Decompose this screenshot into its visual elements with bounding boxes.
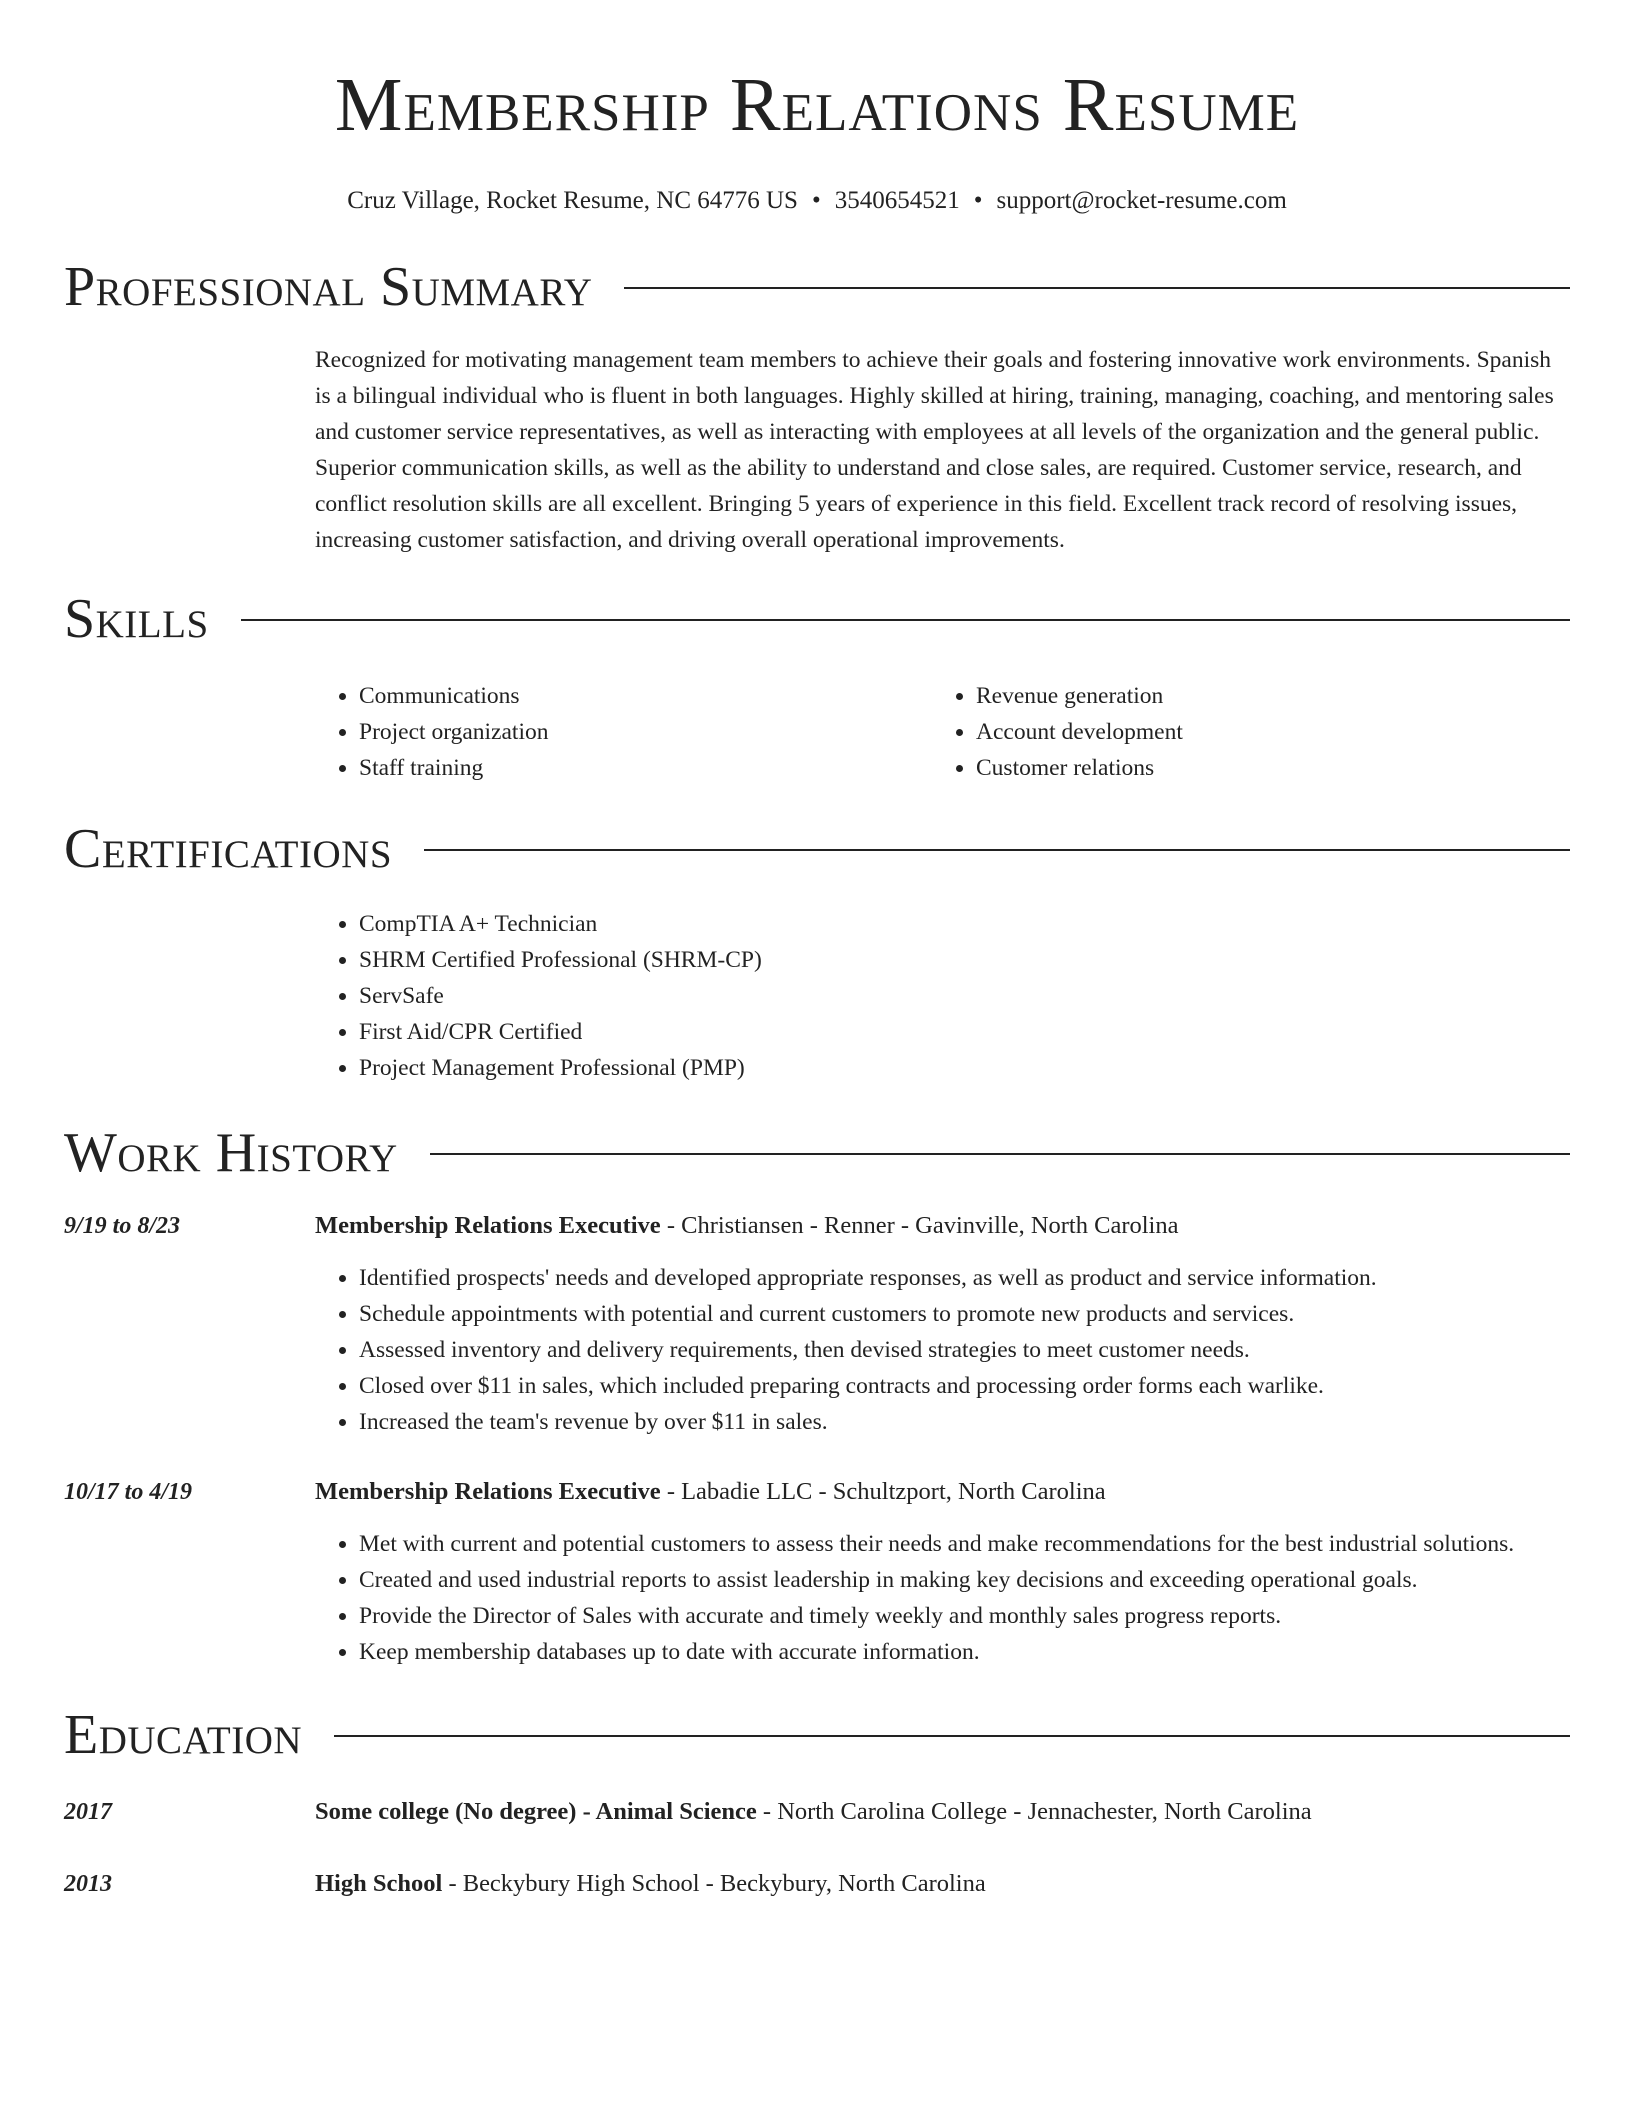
education-heading-line <box>315 1794 1570 1830</box>
work-heading: Work History <box>64 1122 398 1184</box>
job-bullet: • Created and used industrial reports to assist leadership in making key decisions and exceeding operational goals. <box>359 1562 1570 1598</box>
education-section-header <box>64 1700 1570 1770</box>
job-bullet: • Closed over $11 in sales, which included preparing contracts and processing order forms each warlike. <box>359 1368 1570 1404</box>
skills-column-right <box>932 678 1549 786</box>
job-heading <box>315 1208 1570 1244</box>
work-section-header <box>64 1118 1570 1188</box>
education-year: 2013 <box>64 1871 112 1897</box>
job-title: Membership Relations Executive <box>315 1212 661 1239</box>
certification-item: • First Aid/CPR Certified <box>359 1014 1570 1050</box>
section-divider <box>424 849 1570 851</box>
job-bullet: • Increased the team's revenue by over $11 in sales. <box>359 1404 1570 1440</box>
skill-item: • Revenue generation <box>976 678 1549 714</box>
job-dates: 10/17 to 4/19 <box>64 1479 193 1505</box>
contact-separator: • <box>973 187 983 214</box>
skill-item: • Communications <box>359 678 932 714</box>
job-bullet: • Assessed inventory and delivery requirements, then devised strategies to meet customer needs. <box>359 1332 1570 1368</box>
certification-item: • SHRM Certified Professional (SHRM-CP) <box>359 942 1570 978</box>
skills-list <box>315 678 1570 786</box>
education-heading: Education <box>64 1704 303 1766</box>
job-entry <box>64 1208 1570 1440</box>
education-school: - Beckybury High School - Beckybury, North Carolina <box>442 1870 986 1897</box>
job-bullets <box>315 1260 1570 1440</box>
skill-item: • Staff training <box>359 750 932 786</box>
skill-item: • Customer relations <box>976 750 1549 786</box>
education-entry <box>64 1794 1570 1830</box>
job-bullets <box>315 1526 1570 1670</box>
certifications-list <box>315 906 1570 1086</box>
contact-email: support@rocket-resume.com <box>996 187 1287 214</box>
certification-item: • Project Management Professional (PMP) <box>359 1050 1570 1086</box>
job-entry <box>64 1474 1570 1670</box>
education-heading-line <box>315 1866 1570 1902</box>
job-heading <box>315 1474 1570 1510</box>
education-year: 2017 <box>64 1799 112 1825</box>
job-employer: - Labadie LLC - Schultzport, North Carolina <box>660 1478 1106 1505</box>
skill-item: • Project organization <box>359 714 932 750</box>
certifications-section-header <box>64 814 1570 884</box>
education-degree: Some college (No degree) - Animal Science <box>315 1798 757 1825</box>
education-degree: High School <box>315 1870 443 1897</box>
skills-column-left <box>315 678 932 786</box>
job-title: Membership Relations Executive <box>315 1478 661 1505</box>
job-bullet: • Met with current and potential customers to assess their needs and make recommendations for the best industrial solutions. <box>359 1526 1570 1562</box>
certifications-heading: Certifications <box>64 818 393 880</box>
education-school: - North Carolina College - Jennachester, North Carolina <box>756 1798 1312 1825</box>
section-divider <box>430 1153 1570 1155</box>
skills-heading: Skills <box>64 588 209 650</box>
skills-section-header <box>64 584 1570 654</box>
job-bullet: • Schedule appointments with potential and current customers to promote new products and services. <box>359 1296 1570 1332</box>
education-entry <box>64 1866 1570 1902</box>
contact-line <box>64 184 1570 218</box>
job-bullet: • Identified prospects' needs and developed appropriate responses, as well as product and service information. <box>359 1260 1570 1296</box>
job-employer: - Christiansen - Renner - Gavinville, North Carolina <box>660 1212 1179 1239</box>
resume-title: Membership Relations Resume <box>334 63 1300 147</box>
summary-heading: Professional Summary <box>64 256 593 318</box>
job-bullet: • Provide the Director of Sales with accurate and timely weekly and monthly sales progress reports. <box>359 1598 1570 1634</box>
contact-address: Cruz Village, Rocket Resume, NC 64776 US <box>347 187 798 214</box>
job-bullet: • Keep membership databases up to date with accurate information. <box>359 1634 1570 1670</box>
section-divider <box>241 619 1570 621</box>
summary-text: Recognized for motivating management team members to achieve their goals and fostering innovative work environments. Spanish is a bilingual individual who is fluent in both languages. Highly skilled at hiring, training, managing, coaching, and mentoring sales and customer service representatives, as well as interacting with employees at all levels of the organization and the general public. Superior communication skills, as well as the ability to understand and close sales, are required. Customer service, research, and conflict resolution skills are all excellent. Bringing 5 years of experience in this field. Excellent track record of resolving issues, increasing customer satisfaction, and driving overall operational improvements. <box>315 347 1554 553</box>
section-divider <box>334 1735 1570 1737</box>
job-dates: 9/19 to 8/23 <box>64 1213 181 1239</box>
contact-phone: 3540654521 <box>834 187 960 214</box>
summary-section-header <box>64 252 1570 322</box>
skill-item: • Account development <box>976 714 1549 750</box>
certification-item: • CompTIA A+ Technician <box>359 906 1570 942</box>
section-divider <box>624 287 1570 289</box>
contact-separator: • <box>811 187 821 214</box>
certification-item: • ServSafe <box>359 978 1570 1014</box>
